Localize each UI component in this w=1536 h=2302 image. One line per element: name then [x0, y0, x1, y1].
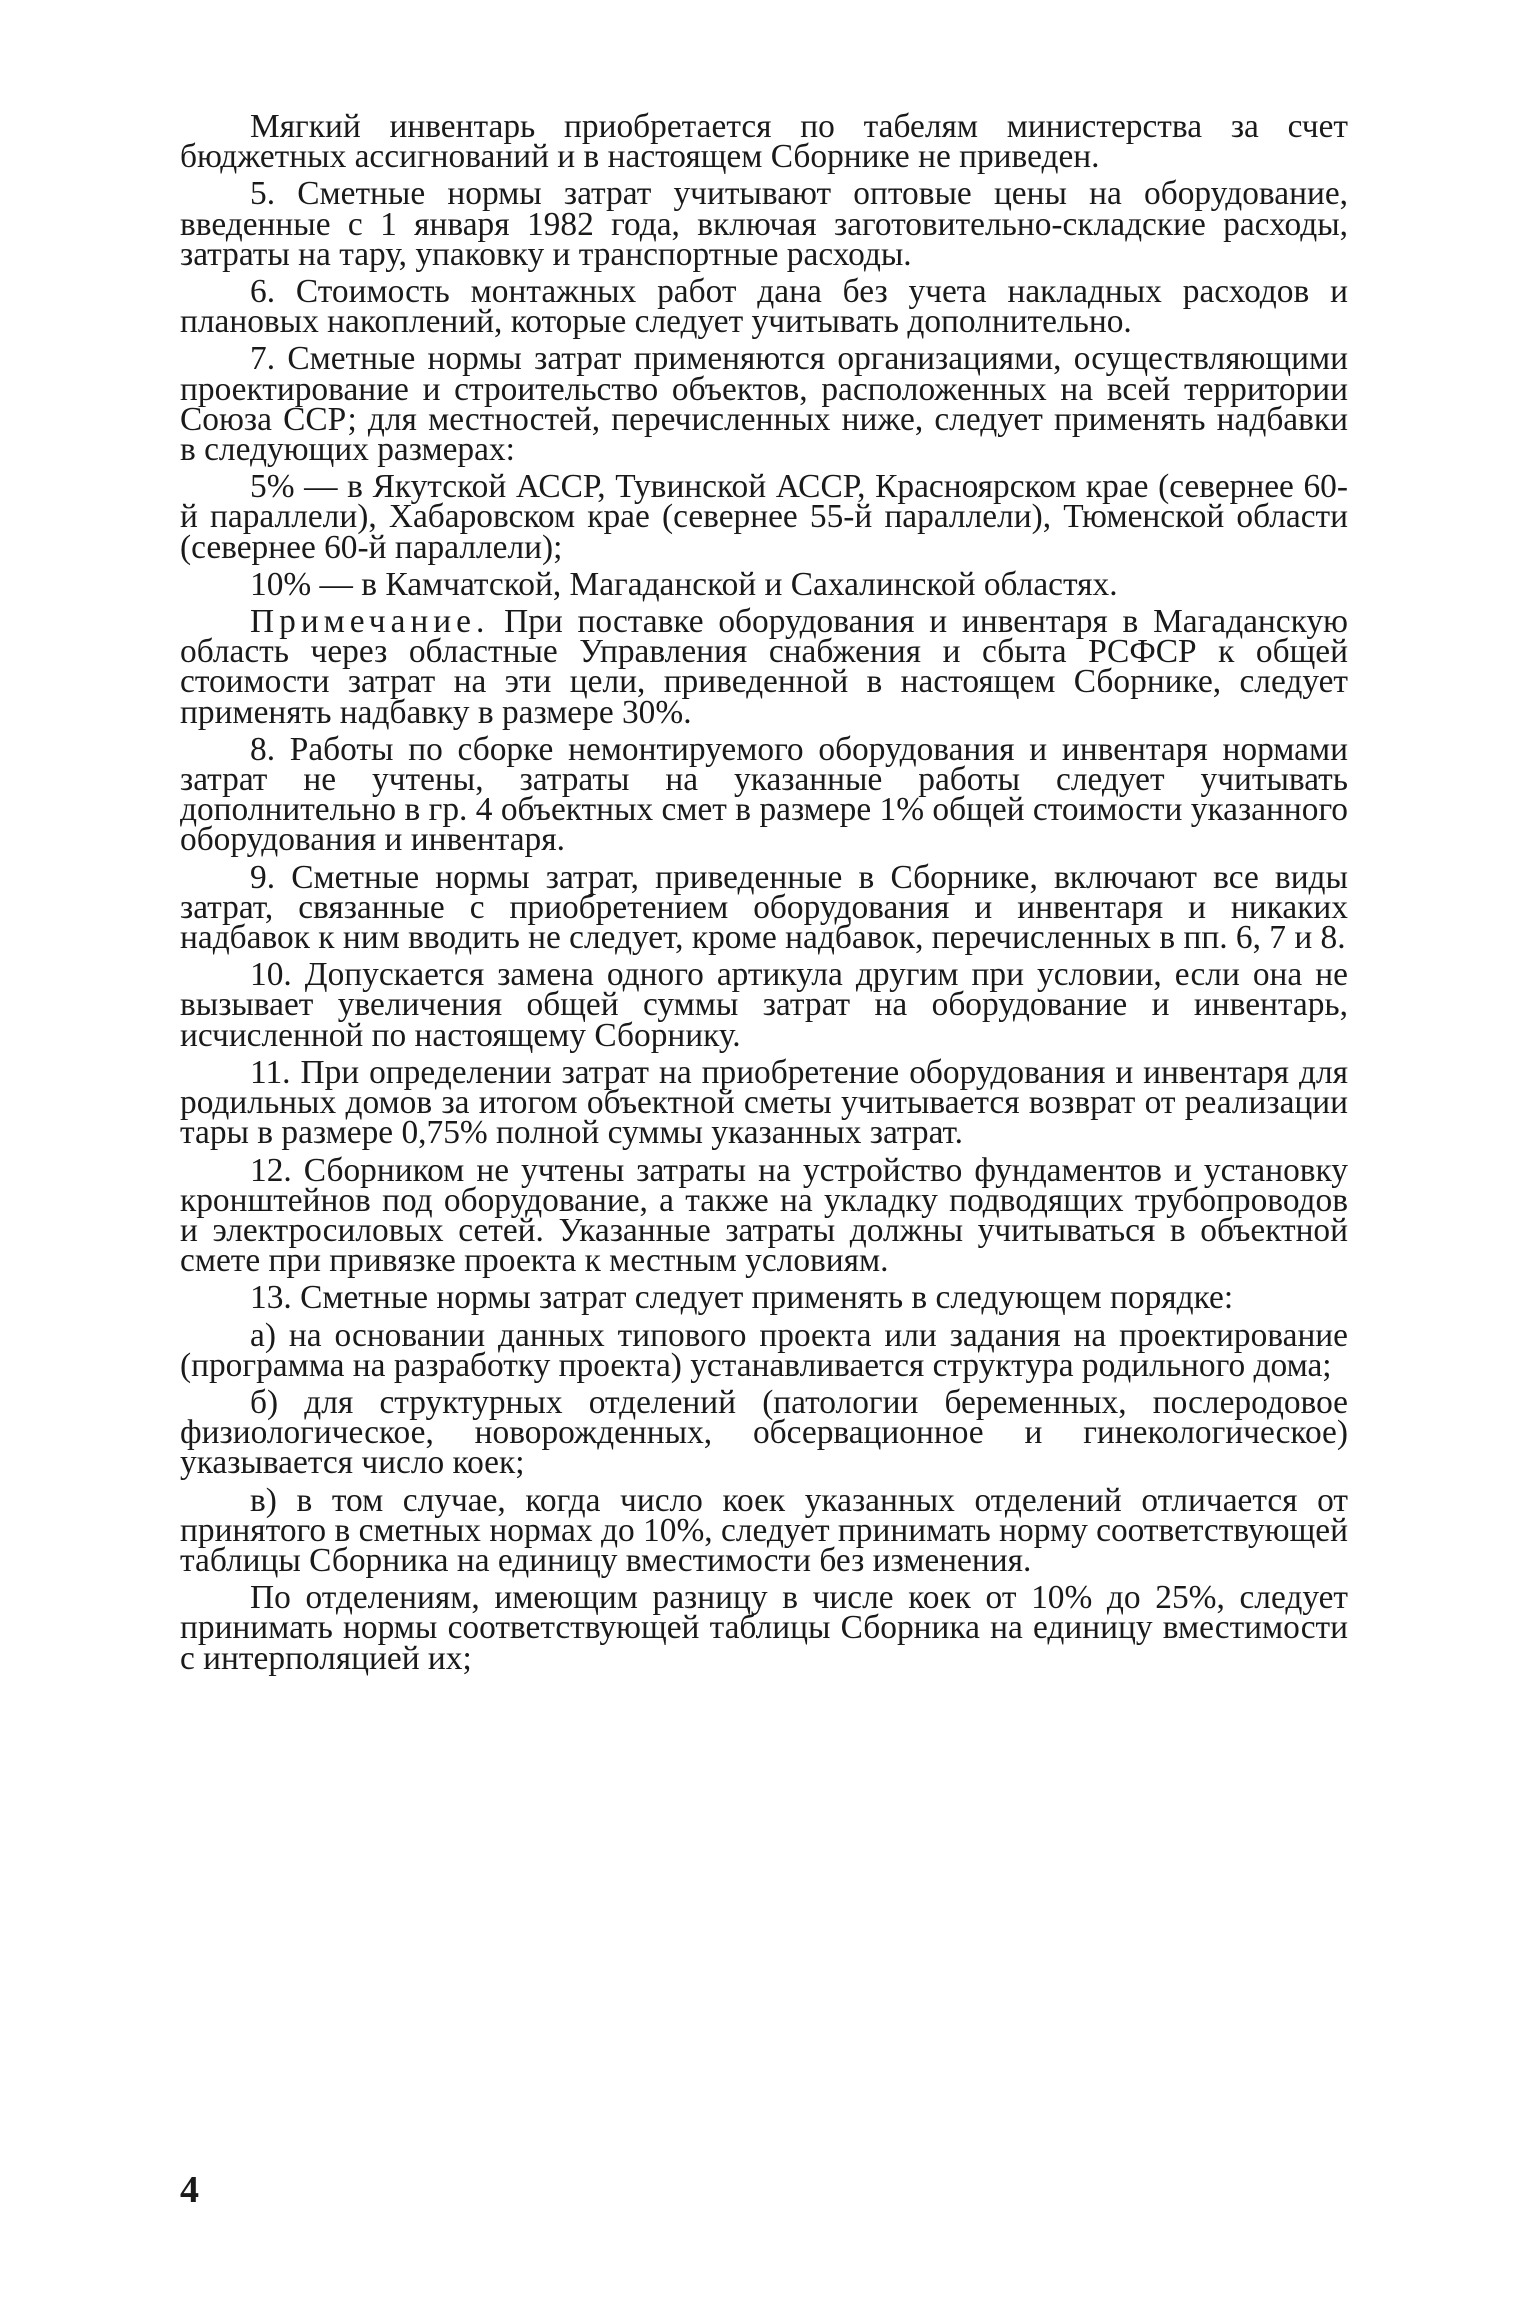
paragraph-12: 12. Сборником не учтены затраты на устройство фундаментов и установку кронштейнов под оборудование, а также на укладку подводящих трубопроводов и электросиловых сетей. Указанные затраты должны учитываться в объектной смете при привязке проекта к местным условиям. [180, 1151, 1348, 1280]
document-page [180, 108, 1348, 1681]
note-heading: Примечание. [250, 603, 490, 641]
paragraph-13-a: а) на основании данных типового проекта или задания на проектирование (программа на разработку проекта) устанавливается структура родильного дома; [180, 1316, 1348, 1384]
paragraph-8: 8. Работы по сборке немонтируемого оборудования и инвентаря нормами затрат не учтены, затраты на указанные работы следует учитывать дополнительно в гр. 4 объектных смет в размере 1% общей стоимости указанного оборудования и инвентаря. [180, 730, 1348, 859]
paragraph-5: 5. Сметные нормы затрат учитывают оптовые цены на оборудование, введенные с 1 января 1982 года, включая заготовительно-складские расходы, затраты на тару, упаковку и транспортные расходы. [180, 175, 1348, 273]
paragraph-13-b: б) для структурных отделений (патологии беременных, послеродовое физиологическое, новорожденных, обсервационное и гинекологическое) указывается число коек; [180, 1383, 1348, 1482]
paragraph-9: 9. Сметные нормы затрат, приведенные в Сборнике, включают все виды затрат, связанные с приобретением оборудования и инвентаря и никаких надбавок к ним вводить не следует, кроме надбавок, перечисленных в пп. 6, 7 и 8. [180, 858, 1348, 957]
paragraph-11: 11. При определении затрат на приобретение оборудования и инвентаря для родильных домов за итогом объектной сметы учитывается возврат от реализации тары в размере 0,75% полной суммы указанных затрат. [180, 1053, 1348, 1152]
paragraph-13-d: По отделениям, имеющим разницу в числе коек от 10% до 25%, следует принимать нормы соответствующей таблицы Сборника на единицу вместимости с интерполяцией их; [180, 1579, 1348, 1677]
paragraph-7: 7. Сметные нормы затрат применяются организациями, осуществляющими проектирование и строительство объектов, расположенных на всей территории Союза ССР; для местностей, перечисленных ниже, следует применять надбавки в следующих размерах: [180, 340, 1348, 469]
note-text: При поставке оборудования и инвентаря в Магаданскую область через областные Управления снабжения и сбыта РСФСР к общей стоимости затрат на эти цели, приведенной в настоящем Сборнике, следует применять надбавку в размере 30%. [180, 603, 1348, 731]
note-paragraph [180, 603, 1348, 731]
paragraph-10: 10. Допускается замена одного артикула другим при условии, если она не вызывает увеличения общей суммы затрат на оборудование и инвентарь, исчисленной по настоящему Сборнику. [180, 956, 1348, 1054]
paragraph-13-c: в) в том случае, когда число коек указанных отделений отличается от принятого в сметных нормах до 10%, следует принимать норму соответствующей таблицы Сборника на единицу вместимости без изменения. [180, 1481, 1348, 1579]
paragraph-13: 13. Сметные нормы затрат следует применять в следующем порядке: [250, 1279, 1234, 1317]
paragraph-6: 6. Стоимость монтажных работ дана без учета накладных расходов и плановых накоплений, которые следует учитывать дополнительно. [180, 273, 1348, 341]
paragraph-soft-inventory: Мягкий инвентарь приобретается по табелям министерства за счет бюджетных ассигнований и в настоящем Сборнике не приведен. [180, 108, 1348, 176]
paragraph-7-surcharge-10: 10% — в Камчатской, Магаданской и Сахалинской областях. [250, 565, 1118, 603]
paragraph-7-surcharge-5: 5% — в Якутской АССР, Тувинской АССР, Красноярском крае (севернее 60-й параллели), Хабаровском крае (севернее 55-й параллели), Тюменской области (севернее 60-й параллели); [180, 468, 1348, 566]
page-number: 4 [180, 2169, 199, 2211]
